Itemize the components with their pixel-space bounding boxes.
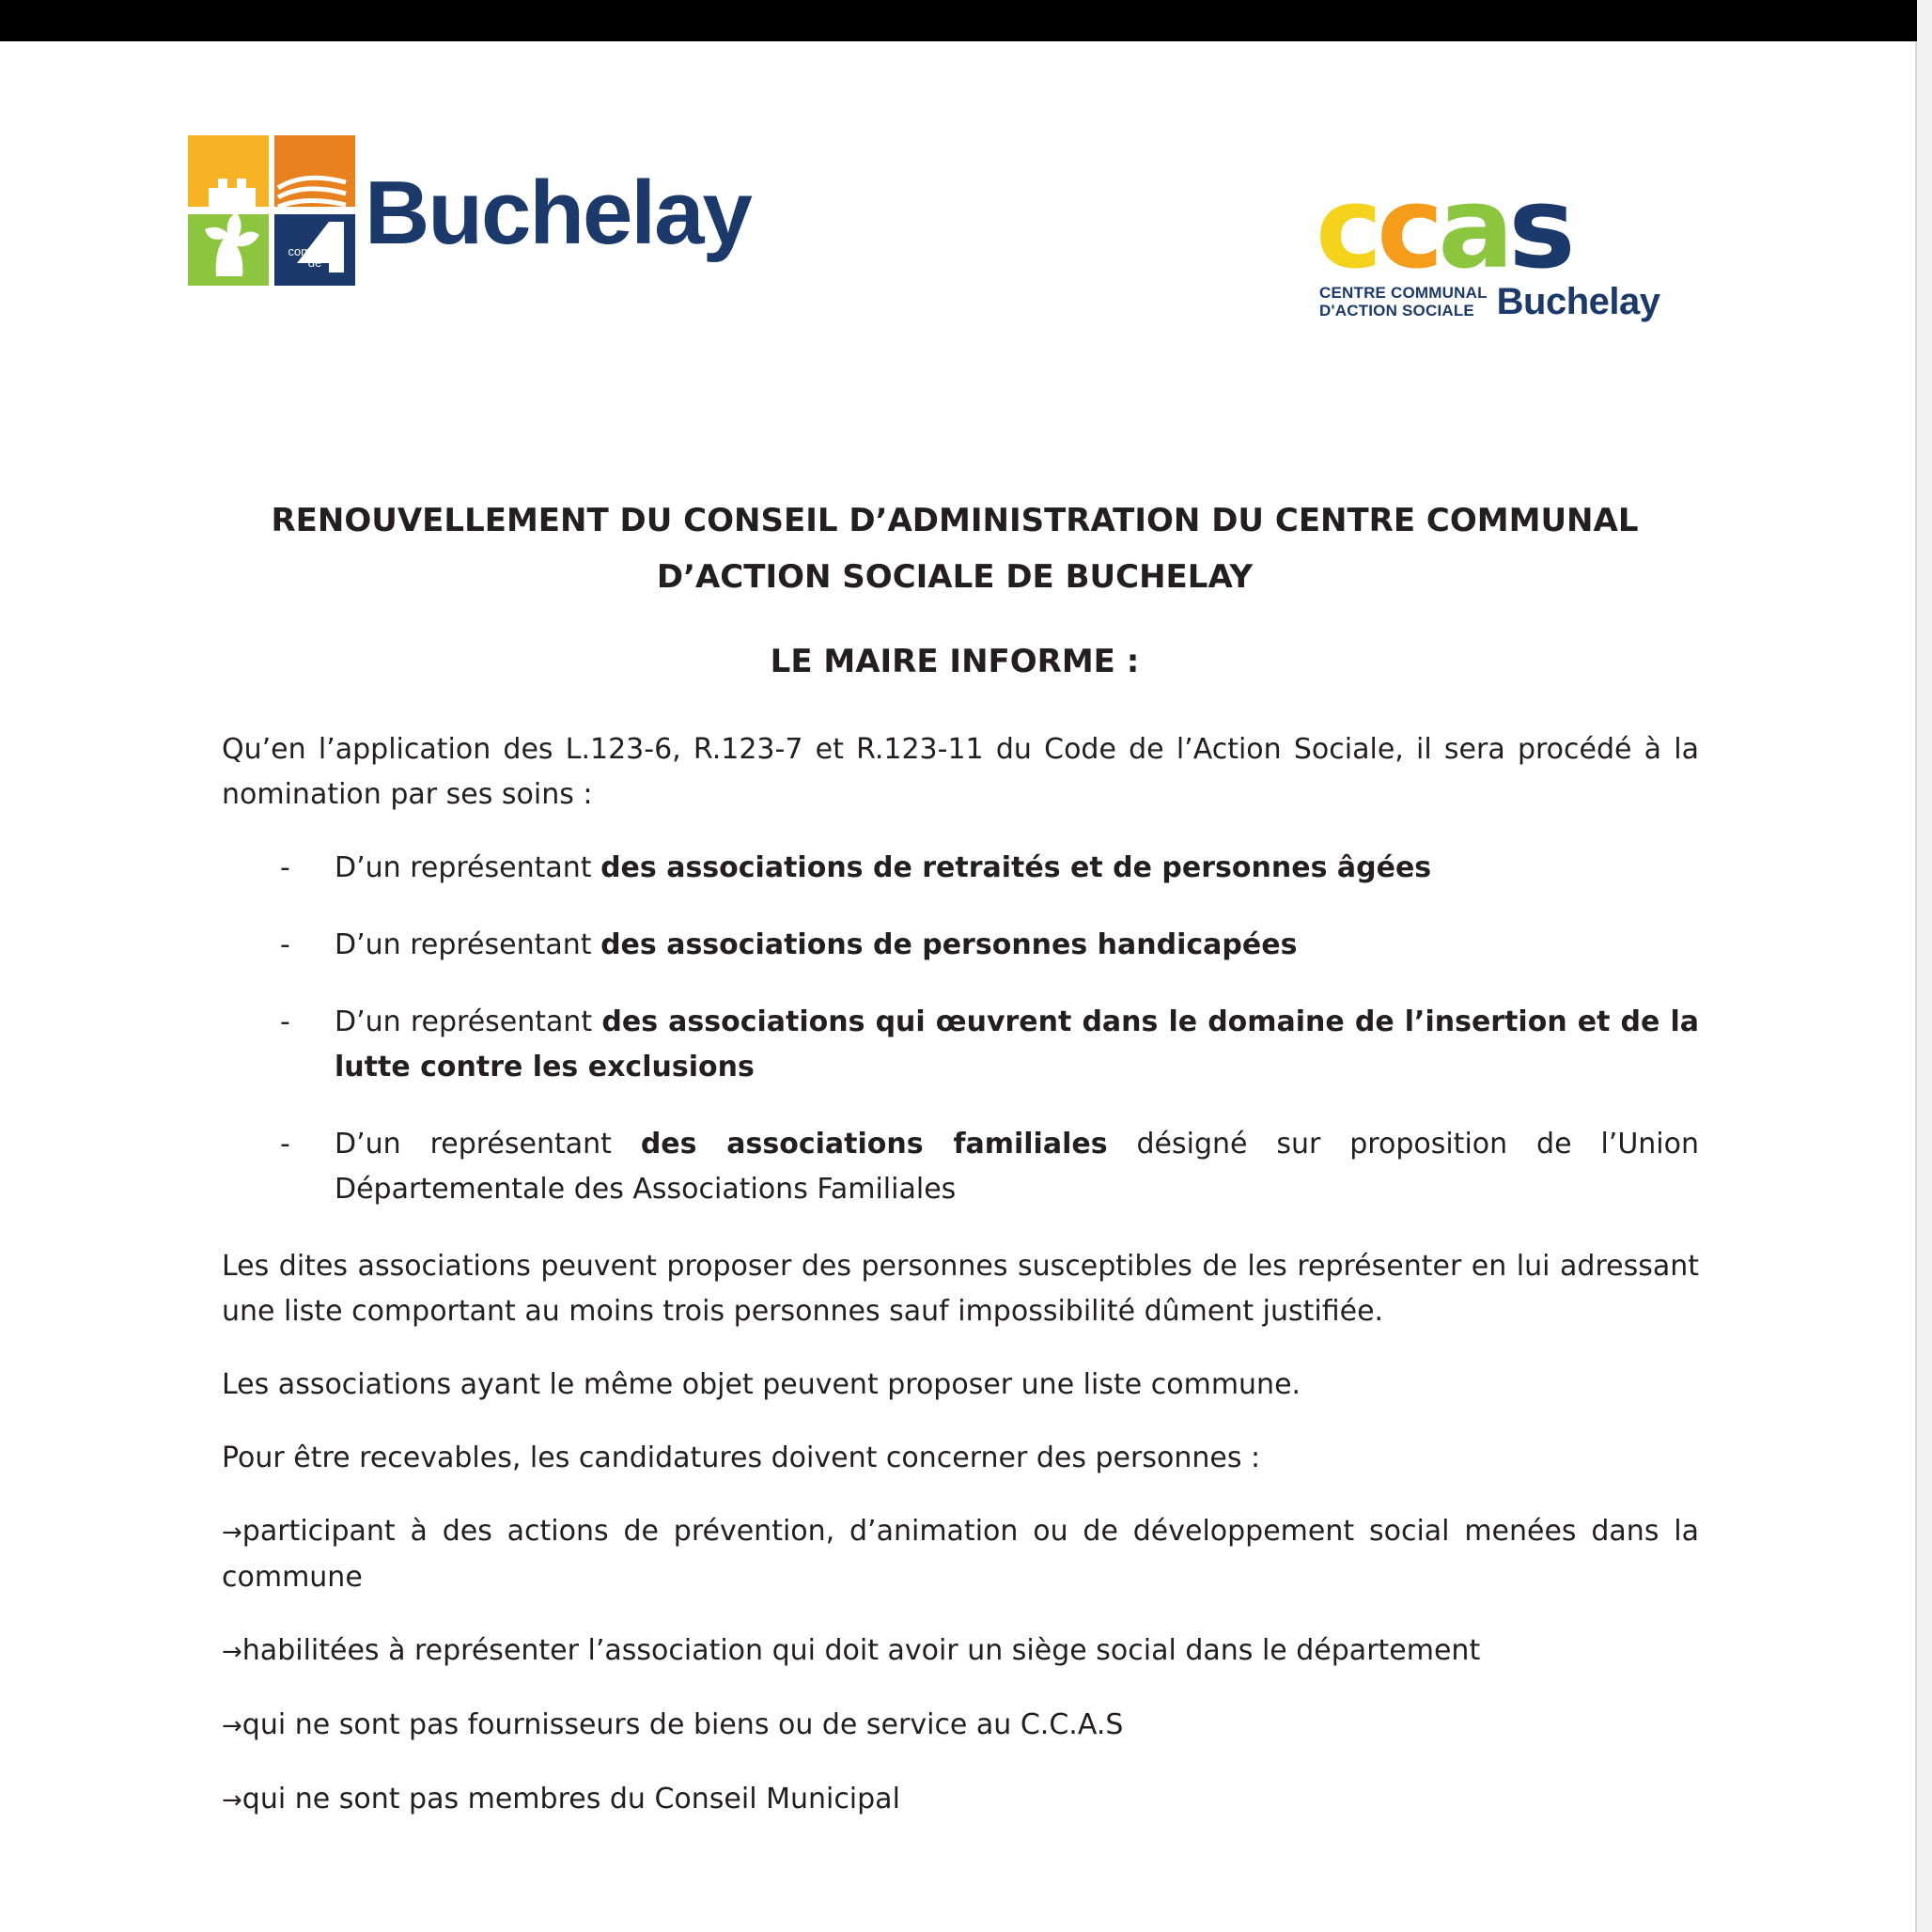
ccas-subtitle-lines [1319,284,1488,319]
ccas-letter-a: a [1438,164,1509,294]
bullet-marker: - [280,1005,290,1038]
bullet-text-bold: des associations de personnes handicapées [600,928,1298,961]
crest-caption: commune de [288,244,342,270]
representative-list [222,846,1699,1212]
bullet-text-bold: des associations de retraités et de personnes âgées [600,851,1432,884]
bullet-marker: - [280,1128,290,1161]
bullet-text-tail: désigné sur proposition de l’Union Départementale des Associations Familiales [335,1128,1699,1206]
list-item [280,846,1699,891]
bullet-text-bold: des associations qui œuvrent dans le domaine de l’insertion et de la lutte contre les exclusions [335,1005,1699,1083]
arrow-marker: → [222,1712,242,1740]
scan-top-border [0,0,1932,41]
arrow-item [222,1777,1699,1823]
list-item [280,1000,1699,1090]
bullet-text-plain: D’un représentant [335,851,601,884]
document-subtitle: LE MAIRE INFORME : [770,643,1140,680]
arrow-item-text: participant à des actions de prévention, d’animation ou de développement social menées dans la commune [222,1515,1699,1594]
buchelay-commune-logo [188,135,751,290]
document-body [222,727,1699,1851]
arrow-item-text: qui ne sont pas fournisseurs de biens ou de service au C.C.A.S [242,1708,1124,1741]
bullet-text-plain: D’un représentant [335,928,601,961]
arrow-marker: → [222,1519,242,1547]
page-content [0,41,1900,1932]
bullet-text-bold: des associations familiales [640,1128,1108,1161]
arrow-item [222,1628,1699,1675]
arrow-item [222,1509,1699,1600]
list-item [280,923,1699,968]
paragraph-proposal: Les dites associations peuvent proposer des personnes susceptibles de les représenter en lui adressant une liste comportant au moins trois personnes sauf impossibilité dûment justifiée. [222,1250,1699,1328]
arrow-marker: → [222,1786,242,1815]
page-edge-line [1915,41,1917,1932]
ccas-subtitle [1319,281,1660,322]
intro-paragraph: Qu’en l’application des L.123-6, R.123-7 et R.123-11 du Code de l’Action Sociale, il sera procédé à la nomination par ses soins : [222,733,1699,811]
buchelay-crest-icon [188,135,359,290]
ccas-logo [1316,164,1673,342]
arrow-marker: → [222,1638,242,1666]
ccas-subtitle-line2: D'ACTION SOCIALE [1319,302,1474,319]
ccas-letter-s: s [1508,164,1570,294]
list-item [280,1122,1699,1212]
bullet-text-plain: D’un représentant [335,1128,641,1161]
arrow-item-text: habilitées à représenter l’association qui doit avoir un siège social dans le département [242,1634,1481,1667]
ccas-letter-c1: c [1316,164,1378,294]
paragraph-common-list: Les associations ayant le même objet peuvent proposer une liste commune. [222,1368,1301,1401]
bullet-marker: - [280,851,290,884]
scan-right-border [1917,0,1932,1932]
arrow-item-text: qui ne sont pas membres du Conseil Municipal [242,1783,900,1815]
ccas-town-name: Buchelay [1496,281,1660,322]
paragraph-eligibility-intro: Pour être recevables, les candidatures doivent concerner des personnes : [222,1441,1261,1474]
bullet-marker: - [280,928,290,961]
buchelay-wordmark: Buchelay [365,162,751,263]
ccas-subtitle-line1: CENTRE COMMUNAL [1319,284,1488,302]
document-title: RENOUVELLEMENT DU CONSEIL D’ADMINISTRATION DU CENTRE COMMUNAL D’ACTION SOCIALE DE BUCHELAY [271,502,1639,596]
arrow-item [222,1703,1699,1749]
bullet-text-plain: D’un représentant [335,1005,602,1038]
ccas-letter-c2: c [1377,164,1439,294]
